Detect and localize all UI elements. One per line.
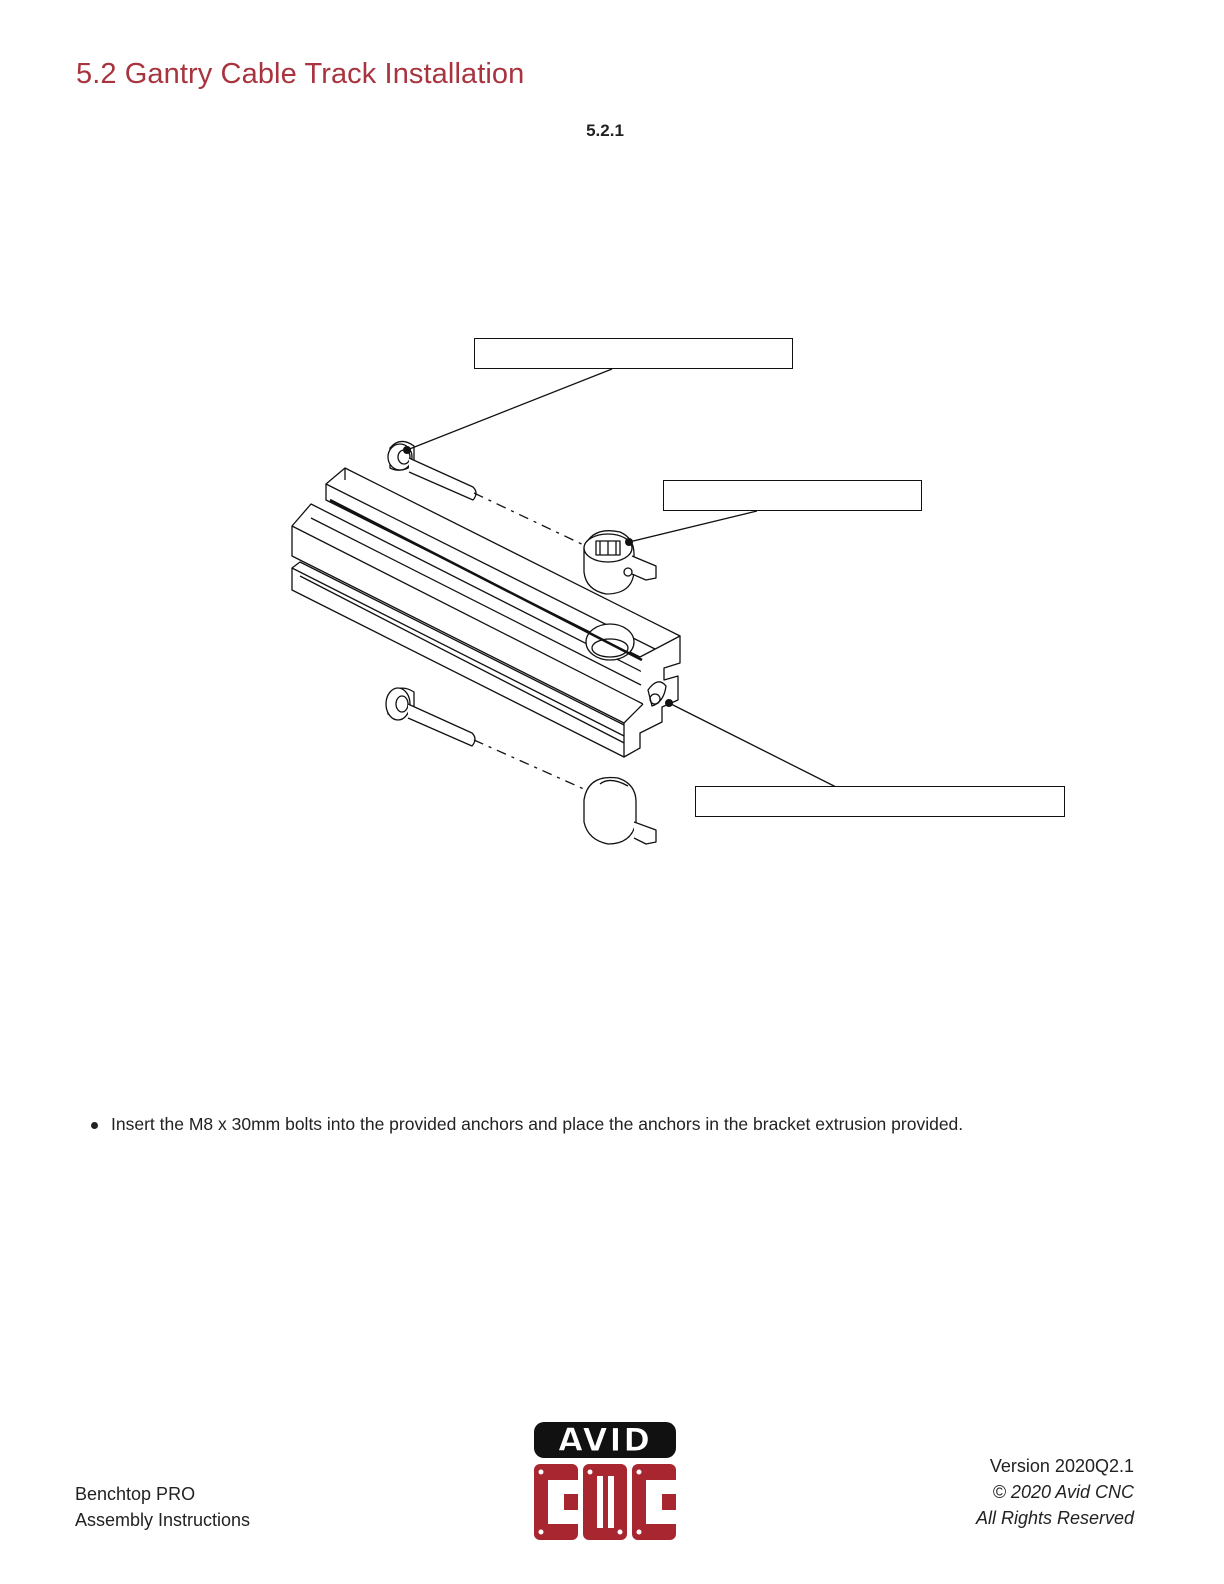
lower-anchor [584, 777, 656, 844]
footer-right [976, 1453, 1134, 1531]
page-title: 5.2 Gantry Cable Track Installation [76, 58, 525, 90]
avid-cnc-logo [532, 1420, 678, 1542]
bracket-extrusion [292, 468, 680, 757]
instruction-list [111, 1114, 1171, 1135]
lower-bolt [386, 688, 475, 746]
upper-bolt [388, 441, 476, 500]
callout-box-extrusion [695, 786, 1065, 817]
copyright-label: © 2020 Avid CNC [992, 1482, 1134, 1502]
rights-label: All Rights Reserved [975, 1508, 1134, 1528]
footer-left [75, 1481, 250, 1533]
logo-text-bottom: CNC [600, 1534, 610, 1539]
upper-anchor [584, 531, 656, 594]
product-name: Benchtop PRO [75, 1484, 196, 1504]
logo-text-top: AVID [558, 1421, 652, 1459]
step-number: 5.2.1 [586, 121, 624, 140]
version-label: Version 2020Q2.1 [989, 1456, 1134, 1476]
document-type: Assembly Instructions [75, 1510, 251, 1530]
callout-box-bolt [474, 338, 793, 369]
callout-box-anchor [663, 480, 922, 511]
instruction-item: Insert the M8 x 30mm bolts into the provided anchors and place the anchors in the bracket extrusion provided. [111, 1114, 1171, 1135]
